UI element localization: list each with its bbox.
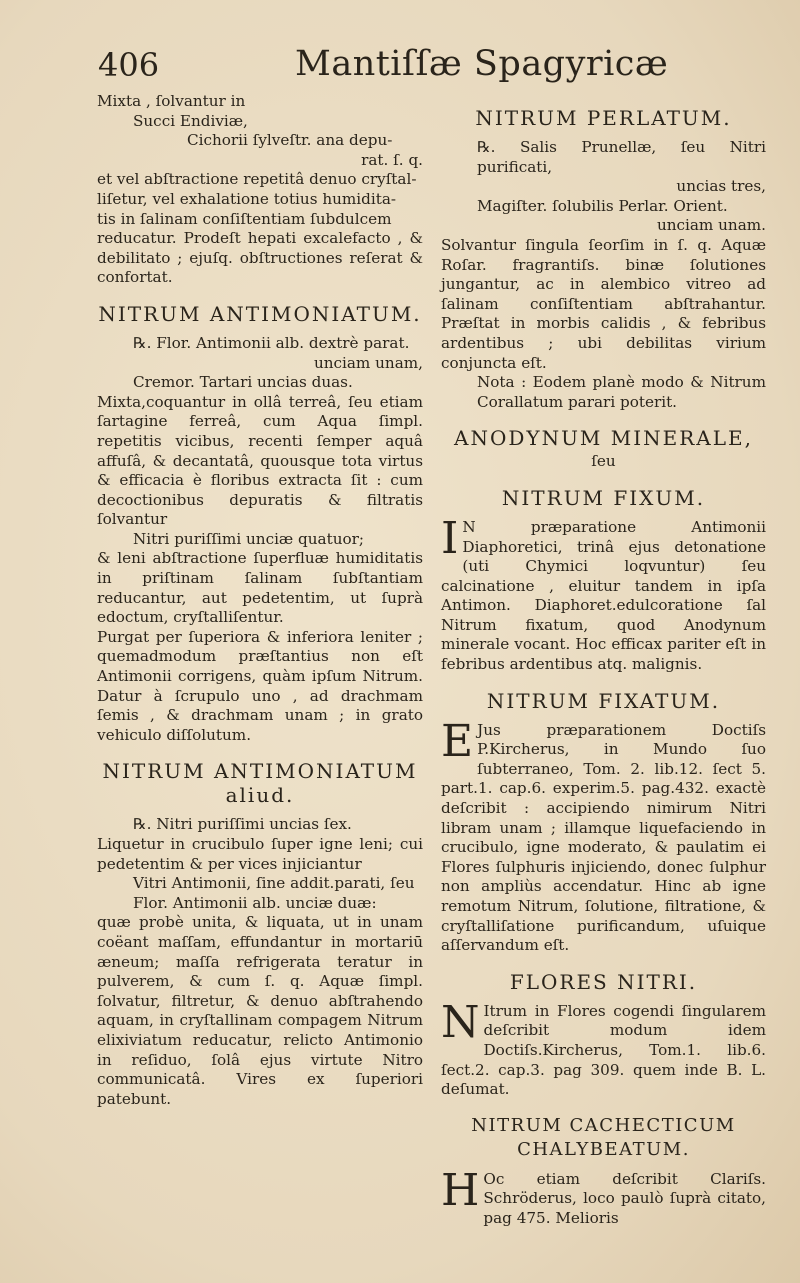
text-content: Mixta , ſolvantur in: [97, 92, 246, 110]
text-line: [97, 894, 423, 914]
left-column: [97, 92, 423, 1109]
text-content: quæ probè unita, & liquata, ut in unam coëant maſſam, effundantur in mortariū æneum; maſſa refrigerata teratur in pulverem, & cum ſ. q. Aquæ ſimpl. ſolvatur, filtretur, & denuo abſtrahendo aquam, in cryſtallinam compagem Nitrum elixiviatum reducatur, relicto Antimonio in reſiduo, ſolâ ejus virtute Nitro communicatâ. Vires ex ſuperiori patebunt.: [97, 913, 423, 1108]
running-title: Mantiſſæ Spagyricæ: [295, 44, 669, 84]
text-content: Jus præparationem Doctiſs P.Kircherus, in Mundo ſuo ſubterraneo, Tom. 2. lib.12. ſect 5. part.1. cap.6. experim.5. pag.432. exactè deſcribit : accipiendo nimirum Nitri libram unam ; illamque liquefaciendo in crucibulo, igne moderato, & paulatim ei Flores ſulphuris injiciendo, donec ſulphur non ampliùs accendatur. Hinc ab igne remotum Nitrum, ſolutione, filtratione, & cryſtalliſatione purificandum, uſuique aſſervandum eſt.: [441, 720, 766, 955]
text-content: Oc etiam deſcribit Clariſs. Schröderus, loco paulò ſuprà citato, pag 475. Melioris: [483, 1169, 766, 1227]
text-content: liſetur, vel exhalatione totius humidita-: [97, 189, 397, 208]
drop-cap: I: [441, 512, 459, 564]
text-content: FLORES NITRI.: [509, 969, 698, 994]
text-line: [97, 92, 423, 112]
text-content: NITRUM CACHECTICUM CHALYBEATUM.: [471, 1114, 736, 1160]
text-content: Itrum in Flores cogendi ſingularem deſcribit modum idem Doctiſs.Kircherus, Tom.1. lib.6. ſect.2. cap.3. pag 309. quem inde B. L. deſumat.: [441, 1001, 766, 1099]
text-content: ſeu: [591, 452, 616, 471]
text-line: [97, 530, 423, 550]
text-content: Vitri Antimonii, ſine addit.parati, ſeu: [133, 874, 415, 893]
text-line: [97, 393, 423, 530]
text-line: [97, 190, 423, 210]
text-line: [441, 512, 766, 675]
text-line: [97, 112, 423, 132]
right-column: [441, 92, 766, 1229]
section-heading: [441, 106, 766, 130]
text-content: NITRUM PERLATUM.: [475, 106, 732, 130]
text-content: Nitri puriſſimi unciæ quatuor;: [133, 529, 364, 548]
heading-connector: [441, 452, 766, 472]
drop-cap: N: [441, 996, 480, 1048]
text-line: [97, 913, 423, 1109]
text-content: N præparatione Antimonii Diaphoretici, trinâ ejus detonatione (uti Chymici loqvuntur) ſeu calcinatione , eluitur tandem in ipſa Antimon. Diaphoret.edulcoratione ſal Nitrum fixatum, quod Anodynum minerale vocant. Hoc efficax pariter eſt in febribus ardentibus atq. malignis.: [441, 517, 766, 674]
text-content: uncias tres,: [676, 177, 766, 196]
text-content: ANODYNUM MINERALE,: [454, 426, 753, 451]
section-heading: [441, 426, 766, 450]
page-number: 406: [98, 46, 160, 84]
section-heading: [441, 1114, 766, 1162]
text-content: unciam unam.: [656, 216, 766, 235]
text-line: [441, 373, 766, 412]
text-content: NITRUM FIXATUM.: [486, 688, 721, 713]
text-line: [97, 549, 423, 627]
text-line: [441, 236, 766, 373]
text-line: [97, 334, 423, 354]
text-content: Magiſter. ſolubilis Perlar. Orient.: [477, 196, 728, 215]
text-content: tis in ſalinam conſiſtentiam ſubdulcem: [97, 209, 392, 228]
text-line: [97, 354, 423, 374]
text-content: ℞. Flor. Antimonii alb. dextrè parat.: [133, 333, 410, 352]
text-content: Solvantur ſingula ſeorſim in ſ. q. Aquæ Roſar. fragrantiſs. binæ ſolutiones jungantur, ac in alembico vitreo ad ſalinam conſiſtentiam abſtrahantur. Præſtat in morbis calidis , & febribus ardentibus ; ubi debilitas virium conjuncta eſt.: [441, 235, 766, 372]
text-content: reducatur. Prodeſt hepati excalefacto , & debilitato ; ejuſq. obſtructiones reſerat & confortat.: [97, 229, 423, 287]
text-content: Nota : Eodem planè modo & Nitrum Corallatum parari poterit.: [477, 373, 766, 411]
section-heading: [441, 486, 766, 510]
section-heading: [441, 689, 766, 713]
text-content: Cichorii ſylveſtr. ana depu-: [187, 131, 393, 150]
drop-cap: H: [441, 1164, 480, 1216]
text-line: [97, 210, 423, 230]
text-line: [97, 373, 423, 393]
text-line: [97, 628, 423, 746]
text-line: [97, 170, 423, 190]
text-content: et vel abſtractione repetitâ denuo cryſtal-: [97, 170, 417, 189]
text-line: [441, 1164, 766, 1229]
text-line: [441, 177, 766, 197]
text-content: NITRUM ANTIMONIATUM.: [98, 301, 422, 326]
section-heading: [441, 970, 766, 994]
text-line: [97, 835, 423, 874]
page-header: [90, 40, 760, 90]
text-content: Succi Endiviæ,: [133, 111, 248, 130]
section-heading: [97, 302, 423, 326]
text-line: [97, 151, 423, 171]
text-content: NITRUM ANTIMONIATUM aliud.: [102, 759, 418, 808]
text-content: Liquetur in crucibulo ſuper igne leni; cui pedetentim & per vices injiciantur: [97, 835, 423, 873]
text-line: [441, 138, 766, 177]
text-content: NITRUM FIXUM.: [501, 485, 706, 510]
text-line: [97, 815, 423, 835]
text-content: unciam unam,: [313, 353, 423, 372]
text-content: Purgat per ſuperiora & inferiora leniter ; quemadmodum præſtantius non eſt Antimonii corrigens, quàm ipſum Nitrum. Datur à ſcrupulo uno , ad drachmam ſemis , & drachmam unam ; in grato vehiculo diſſolutum.: [97, 627, 423, 744]
text-line: [97, 874, 423, 894]
drop-cap: E: [441, 715, 474, 767]
text-content: Mixta,coquantur in ollâ terreâ, ſeu etiam ſartagine ferreâ, cum Aqua ſimpl. repetitis vicibus, recenti ſemper aquâ affuſâ, & decantatâ, quousque tota virtus & efficacia è floribus extracta ſit : cum decoctionibus depuratis & filtratis ſolvantur: [97, 392, 423, 529]
text-line: [97, 131, 423, 151]
text-content: rat. ſ. q.: [361, 150, 423, 169]
text-line: [97, 229, 423, 288]
text-line: [441, 996, 766, 1100]
text-content: & leni abſtractione ſuperfluæ humiditatis in priſtinam ſalinam ſubſtantiam reducantur, aut pedetentim, ut ſuprà edoctum, cryſtalliſentur.: [97, 549, 423, 627]
text-content: ℞. Nitri puriſſimi uncias ſex.: [133, 815, 352, 834]
text-content: ℞. Salis Prunellæ, ſeu Nitri purificati,: [477, 138, 766, 176]
section-heading: [97, 759, 423, 807]
text-content: Flor. Antimonii alb. unciæ duæ:: [133, 893, 377, 912]
text-line: [441, 197, 766, 217]
text-line: [441, 216, 766, 236]
text-line: [441, 715, 766, 956]
text-content: Cremor. Tartari uncias duas.: [133, 373, 353, 392]
